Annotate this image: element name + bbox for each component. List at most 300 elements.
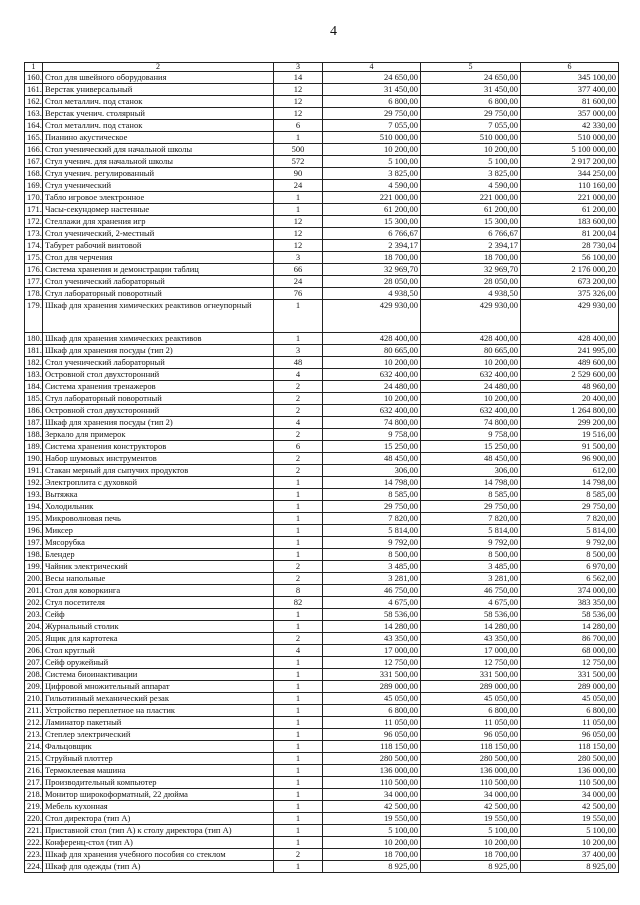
quantity: 4 <box>274 369 323 381</box>
quantity: 2 <box>274 381 323 393</box>
total-sum: 37 400,00 <box>521 849 619 861</box>
unit-price-2: 3 485,00 <box>421 561 521 573</box>
table-row <box>25 405 619 417</box>
unit-price: 7 055,00 <box>323 120 421 132</box>
table-row <box>25 765 619 777</box>
row-number: 198. <box>25 549 43 561</box>
item-name: Термоклеевая машина <box>43 765 274 777</box>
unit-price-2: 221 000,00 <box>421 192 521 204</box>
table-row <box>25 204 619 216</box>
table-row <box>25 276 619 288</box>
row-number: 192. <box>25 477 43 489</box>
table-row <box>25 228 619 240</box>
item-name: Система биоинактивации <box>43 669 274 681</box>
item-name: Зеркало для примерок <box>43 429 274 441</box>
unit-price: 4 675,00 <box>323 597 421 609</box>
quantity: 1 <box>274 537 323 549</box>
total-sum: 345 100,00 <box>521 72 619 84</box>
row-number: 173. <box>25 228 43 240</box>
total-sum: 7 820,00 <box>521 513 619 525</box>
unit-price-2: 280 500,00 <box>421 753 521 765</box>
total-sum: 489 600,00 <box>521 357 619 369</box>
unit-price: 11 050,00 <box>323 717 421 729</box>
header-col-5: 5 <box>421 63 521 72</box>
quantity: 500 <box>274 144 323 156</box>
quantity: 4 <box>274 645 323 657</box>
row-number: 182. <box>25 357 43 369</box>
item-name: Стол круглый <box>43 645 274 657</box>
item-name: Шкаф для хранения химических реактивов огнеупорный <box>43 300 274 333</box>
table-row <box>25 861 619 873</box>
unit-price-2: 61 200,00 <box>421 204 521 216</box>
item-name: Стул ученич. регулированный <box>43 168 274 180</box>
row-number: 163. <box>25 108 43 120</box>
table-row <box>25 417 619 429</box>
table-row <box>25 369 619 381</box>
table-row <box>25 333 619 345</box>
unit-price-2: 28 050,00 <box>421 276 521 288</box>
total-sum: 428 400,00 <box>521 333 619 345</box>
unit-price-2: 7 820,00 <box>421 513 521 525</box>
table-row <box>25 453 619 465</box>
unit-price: 331 500,00 <box>323 669 421 681</box>
unit-price: 34 000,00 <box>323 789 421 801</box>
unit-price: 46 750,00 <box>323 585 421 597</box>
total-sum: 28 730,04 <box>521 240 619 252</box>
unit-price-2: 9 792,00 <box>421 537 521 549</box>
row-number: 191. <box>25 465 43 477</box>
header-col-2: 2 <box>43 63 274 72</box>
item-name: Табурет рабочий винтовой <box>43 240 274 252</box>
row-number: 217. <box>25 777 43 789</box>
unit-price-2: 6 800,00 <box>421 96 521 108</box>
row-number: 171. <box>25 204 43 216</box>
unit-price: 6 800,00 <box>323 96 421 108</box>
item-name: Шкаф для одежды (тип А) <box>43 861 274 873</box>
quantity: 24 <box>274 276 323 288</box>
unit-price-2: 4 938,50 <box>421 288 521 300</box>
unit-price-2: 34 000,00 <box>421 789 521 801</box>
equipment-table <box>24 62 619 873</box>
unit-price: 136 000,00 <box>323 765 421 777</box>
unit-price-2: 6 766,67 <box>421 228 521 240</box>
quantity: 1 <box>274 789 323 801</box>
item-name: Приставной стол (тип А) к столу директора (тип А) <box>43 825 274 837</box>
quantity: 1 <box>274 837 323 849</box>
table-row <box>25 357 619 369</box>
unit-price-2: 10 200,00 <box>421 837 521 849</box>
row-number: 190. <box>25 453 43 465</box>
table-row <box>25 693 619 705</box>
quantity: 1 <box>274 801 323 813</box>
row-number: 170. <box>25 192 43 204</box>
quantity: 1 <box>274 777 323 789</box>
table-row <box>25 621 619 633</box>
quantity: 12 <box>274 96 323 108</box>
quantity: 12 <box>274 216 323 228</box>
unit-price-2: 136 000,00 <box>421 765 521 777</box>
item-name: Ламинатор пакетный <box>43 717 274 729</box>
row-number: 201. <box>25 585 43 597</box>
unit-price-2: 510 000,00 <box>421 132 521 144</box>
table-row <box>25 561 619 573</box>
unit-price: 118 150,00 <box>323 741 421 753</box>
unit-price: 58 536,00 <box>323 609 421 621</box>
unit-price-2: 331 500,00 <box>421 669 521 681</box>
unit-price: 80 665,00 <box>323 345 421 357</box>
row-number: 172. <box>25 216 43 228</box>
total-sum: 56 100,00 <box>521 252 619 264</box>
unit-price-2: 4 675,00 <box>421 597 521 609</box>
unit-price-2: 110 500,00 <box>421 777 521 789</box>
item-name: Стул посетителя <box>43 597 274 609</box>
unit-price: 7 820,00 <box>323 513 421 525</box>
unit-price-2: 3 281,00 <box>421 573 521 585</box>
quantity: 12 <box>274 108 323 120</box>
total-sum: 118 150,00 <box>521 741 619 753</box>
unit-price-2: 5 100,00 <box>421 156 521 168</box>
unit-price: 428 400,00 <box>323 333 421 345</box>
unit-price-2: 6 800,00 <box>421 705 521 717</box>
quantity: 4 <box>274 417 323 429</box>
unit-price: 45 050,00 <box>323 693 421 705</box>
unit-price-2: 3 825,00 <box>421 168 521 180</box>
unit-price-2: 9 758,00 <box>421 429 521 441</box>
unit-price-2: 96 050,00 <box>421 729 521 741</box>
row-number: 187. <box>25 417 43 429</box>
item-name: Стол ученический лабораторный <box>43 357 274 369</box>
unit-price-2: 428 400,00 <box>421 333 521 345</box>
item-name: Стул лабораторный поворотный <box>43 288 274 300</box>
total-sum: 673 200,00 <box>521 276 619 288</box>
row-number: 165. <box>25 132 43 144</box>
unit-price: 221 000,00 <box>323 192 421 204</box>
total-sum: 299 200,00 <box>521 417 619 429</box>
row-number: 181. <box>25 345 43 357</box>
row-number: 175. <box>25 252 43 264</box>
unit-price: 10 200,00 <box>323 837 421 849</box>
total-sum: 8 500,00 <box>521 549 619 561</box>
row-number: 176. <box>25 264 43 276</box>
quantity: 6 <box>274 441 323 453</box>
table-row <box>25 585 619 597</box>
header-col-1: 1 <box>25 63 43 72</box>
item-name: Стол металлич. под станок <box>43 120 274 132</box>
total-sum: 19 550,00 <box>521 813 619 825</box>
unit-price: 96 050,00 <box>323 729 421 741</box>
quantity: 90 <box>274 168 323 180</box>
table-row <box>25 168 619 180</box>
row-number: 219. <box>25 801 43 813</box>
unit-price-2: 18 700,00 <box>421 849 521 861</box>
table-row <box>25 288 619 300</box>
unit-price: 6 766,67 <box>323 228 421 240</box>
row-number: 209. <box>25 681 43 693</box>
row-number: 184. <box>25 381 43 393</box>
row-number: 186. <box>25 405 43 417</box>
unit-price-2: 4 590,00 <box>421 180 521 192</box>
row-number: 183. <box>25 369 43 381</box>
quantity: 1 <box>274 609 323 621</box>
table-row <box>25 96 619 108</box>
table-row <box>25 669 619 681</box>
item-name: Блендер <box>43 549 274 561</box>
unit-price-2: 43 350,00 <box>421 633 521 645</box>
quantity: 1 <box>274 489 323 501</box>
table-row <box>25 120 619 132</box>
total-sum: 344 250,00 <box>521 168 619 180</box>
total-sum: 289 000,00 <box>521 681 619 693</box>
unit-price: 8 500,00 <box>323 549 421 561</box>
quantity: 66 <box>274 264 323 276</box>
quantity: 1 <box>274 621 323 633</box>
table-row <box>25 573 619 585</box>
total-sum: 34 000,00 <box>521 789 619 801</box>
quantity: 1 <box>274 549 323 561</box>
item-name: Система хранения и демонстрации таблиц <box>43 264 274 276</box>
unit-price-2: 80 665,00 <box>421 345 521 357</box>
unit-price-2: 11 050,00 <box>421 717 521 729</box>
total-sum: 374 000,00 <box>521 585 619 597</box>
quantity: 3 <box>274 345 323 357</box>
header-col-3: 3 <box>274 63 323 72</box>
item-name: Чайник электрический <box>43 561 274 573</box>
total-sum: 221 000,00 <box>521 192 619 204</box>
item-name: Мясорубка <box>43 537 274 549</box>
unit-price-2: 306,00 <box>421 465 521 477</box>
quantity: 1 <box>274 501 323 513</box>
row-number: 185. <box>25 393 43 405</box>
quantity: 1 <box>274 132 323 144</box>
item-name: Шкаф для хранения посуды (тип 2) <box>43 417 274 429</box>
table-row <box>25 441 619 453</box>
row-number: 204. <box>25 621 43 633</box>
item-name: Гильотинный механический резак <box>43 693 274 705</box>
unit-price: 3 485,00 <box>323 561 421 573</box>
quantity: 1 <box>274 204 323 216</box>
quantity: 2 <box>274 633 323 645</box>
unit-price: 42 500,00 <box>323 801 421 813</box>
total-sum: 2 529 600,00 <box>521 369 619 381</box>
item-name: Сейф оружейный <box>43 657 274 669</box>
quantity: 1 <box>274 717 323 729</box>
header-col-6: 6 <box>521 63 619 72</box>
table-row <box>25 825 619 837</box>
row-number: 215. <box>25 753 43 765</box>
item-name: Шкаф для хранения учебного пособия со стеклом <box>43 849 274 861</box>
row-number: 174. <box>25 240 43 252</box>
quantity: 76 <box>274 288 323 300</box>
table-row <box>25 192 619 204</box>
quantity: 2 <box>274 573 323 585</box>
quantity: 12 <box>274 240 323 252</box>
unit-price: 5 814,00 <box>323 525 421 537</box>
total-sum: 280 500,00 <box>521 753 619 765</box>
quantity: 2 <box>274 453 323 465</box>
unit-price-2: 8 500,00 <box>421 549 521 561</box>
total-sum: 6 562,00 <box>521 573 619 585</box>
total-sum: 96 050,00 <box>521 729 619 741</box>
unit-price-2: 74 800,00 <box>421 417 521 429</box>
quantity: 1 <box>274 300 323 333</box>
row-number: 203. <box>25 609 43 621</box>
unit-price-2: 10 200,00 <box>421 144 521 156</box>
unit-price: 14 280,00 <box>323 621 421 633</box>
total-sum: 42 500,00 <box>521 801 619 813</box>
unit-price-2: 29 750,00 <box>421 108 521 120</box>
unit-price-2: 32 969,70 <box>421 264 521 276</box>
table-row <box>25 345 619 357</box>
unit-price-2: 17 000,00 <box>421 645 521 657</box>
row-number: 200. <box>25 573 43 585</box>
row-number: 202. <box>25 597 43 609</box>
total-sum: 5 814,00 <box>521 525 619 537</box>
item-name: Стол для коворкинга <box>43 585 274 597</box>
row-number: 214. <box>25 741 43 753</box>
total-sum: 241 995,00 <box>521 345 619 357</box>
quantity: 12 <box>274 84 323 96</box>
row-number: 223. <box>25 849 43 861</box>
total-sum: 136 000,00 <box>521 765 619 777</box>
table-row <box>25 393 619 405</box>
table-row <box>25 489 619 501</box>
unit-price: 24 480,00 <box>323 381 421 393</box>
total-sum: 377 400,00 <box>521 84 619 96</box>
item-name: Верстак универсальный <box>43 84 274 96</box>
row-number: 177. <box>25 276 43 288</box>
quantity: 1 <box>274 192 323 204</box>
quantity: 82 <box>274 597 323 609</box>
table-row <box>25 657 619 669</box>
table-row <box>25 609 619 621</box>
total-sum: 612,00 <box>521 465 619 477</box>
item-name: Стол металлич. под станок <box>43 96 274 108</box>
unit-price-2: 118 150,00 <box>421 741 521 753</box>
total-sum: 5 100,00 <box>521 825 619 837</box>
table-header-row <box>25 63 619 72</box>
row-number: 211. <box>25 705 43 717</box>
item-name: Весы напольные <box>43 573 274 585</box>
unit-price: 10 200,00 <box>323 393 421 405</box>
unit-price-2: 58 536,00 <box>421 609 521 621</box>
unit-price: 6 800,00 <box>323 705 421 717</box>
table-row <box>25 381 619 393</box>
row-number: 207. <box>25 657 43 669</box>
table-row <box>25 240 619 252</box>
item-name: Островной стол двухсторонний <box>43 405 274 417</box>
item-name: Набор шумовых инструментов <box>43 453 274 465</box>
quantity: 1 <box>274 681 323 693</box>
unit-price-2: 24 650,00 <box>421 72 521 84</box>
quantity: 2 <box>274 465 323 477</box>
row-number: 193. <box>25 489 43 501</box>
table-row <box>25 789 619 801</box>
unit-price: 4 938,50 <box>323 288 421 300</box>
row-number: 205. <box>25 633 43 645</box>
item-name: Устройство переплетное на пластик <box>43 705 274 717</box>
unit-price-2: 10 200,00 <box>421 393 521 405</box>
unit-price: 5 100,00 <box>323 825 421 837</box>
quantity: 2 <box>274 849 323 861</box>
quantity: 1 <box>274 813 323 825</box>
item-name: Шкаф для хранения химических реактивов <box>43 333 274 345</box>
total-sum: 6 970,00 <box>521 561 619 573</box>
item-name: Струйный плоттер <box>43 753 274 765</box>
table-row <box>25 216 619 228</box>
row-number: 212. <box>25 717 43 729</box>
quantity: 1 <box>274 765 323 777</box>
unit-price-2: 14 280,00 <box>421 621 521 633</box>
unit-price: 18 700,00 <box>323 252 421 264</box>
row-number: 194. <box>25 501 43 513</box>
item-name: Стол ученический лабораторный <box>43 276 274 288</box>
table-row <box>25 180 619 192</box>
quantity: 8 <box>274 585 323 597</box>
total-sum: 61 200,00 <box>521 204 619 216</box>
item-name: Стул ученич. для начальной школы <box>43 156 274 168</box>
quantity: 1 <box>274 753 323 765</box>
row-number: 168. <box>25 168 43 180</box>
total-sum: 383 350,00 <box>521 597 619 609</box>
item-name: Вытяжка <box>43 489 274 501</box>
unit-price: 61 200,00 <box>323 204 421 216</box>
item-name: Конференц-стол (тип А) <box>43 837 274 849</box>
row-number: 199. <box>25 561 43 573</box>
total-sum: 375 326,00 <box>521 288 619 300</box>
unit-price-2: 19 550,00 <box>421 813 521 825</box>
table-row <box>25 645 619 657</box>
unit-price-2: 5 100,00 <box>421 825 521 837</box>
item-name: Пианино акустическое <box>43 132 274 144</box>
item-name: Часы-секундомер настенные <box>43 204 274 216</box>
quantity: 1 <box>274 705 323 717</box>
total-sum: 42 330,00 <box>521 120 619 132</box>
unit-price: 43 350,00 <box>323 633 421 645</box>
row-number: 195. <box>25 513 43 525</box>
row-number: 206. <box>25 645 43 657</box>
row-number: 196. <box>25 525 43 537</box>
item-name: Стол ученический для начальной школы <box>43 144 274 156</box>
unit-price: 28 050,00 <box>323 276 421 288</box>
unit-price-2: 8 925,00 <box>421 861 521 873</box>
total-sum: 19 516,00 <box>521 429 619 441</box>
unit-price: 32 969,70 <box>323 264 421 276</box>
quantity: 1 <box>274 825 323 837</box>
unit-price: 3 281,00 <box>323 573 421 585</box>
unit-price-2: 8 585,00 <box>421 489 521 501</box>
item-name: Стеллажи для хранения игр <box>43 216 274 228</box>
quantity: 1 <box>274 693 323 705</box>
total-sum: 11 050,00 <box>521 717 619 729</box>
unit-price: 19 550,00 <box>323 813 421 825</box>
row-number: 162. <box>25 96 43 108</box>
total-sum: 91 500,00 <box>521 441 619 453</box>
unit-price: 12 750,00 <box>323 657 421 669</box>
item-name: Ящик для картотека <box>43 633 274 645</box>
unit-price-2: 10 200,00 <box>421 357 521 369</box>
quantity: 1 <box>274 729 323 741</box>
unit-price: 17 000,00 <box>323 645 421 657</box>
unit-price: 29 750,00 <box>323 501 421 513</box>
table-row <box>25 501 619 513</box>
table-row <box>25 837 619 849</box>
unit-price: 2 394,17 <box>323 240 421 252</box>
table-row <box>25 264 619 276</box>
item-name: Журнальный столик <box>43 621 274 633</box>
table-row <box>25 72 619 84</box>
item-name: Монитор широкоформатный, 22 дюйма <box>43 789 274 801</box>
unit-price: 8 925,00 <box>323 861 421 873</box>
